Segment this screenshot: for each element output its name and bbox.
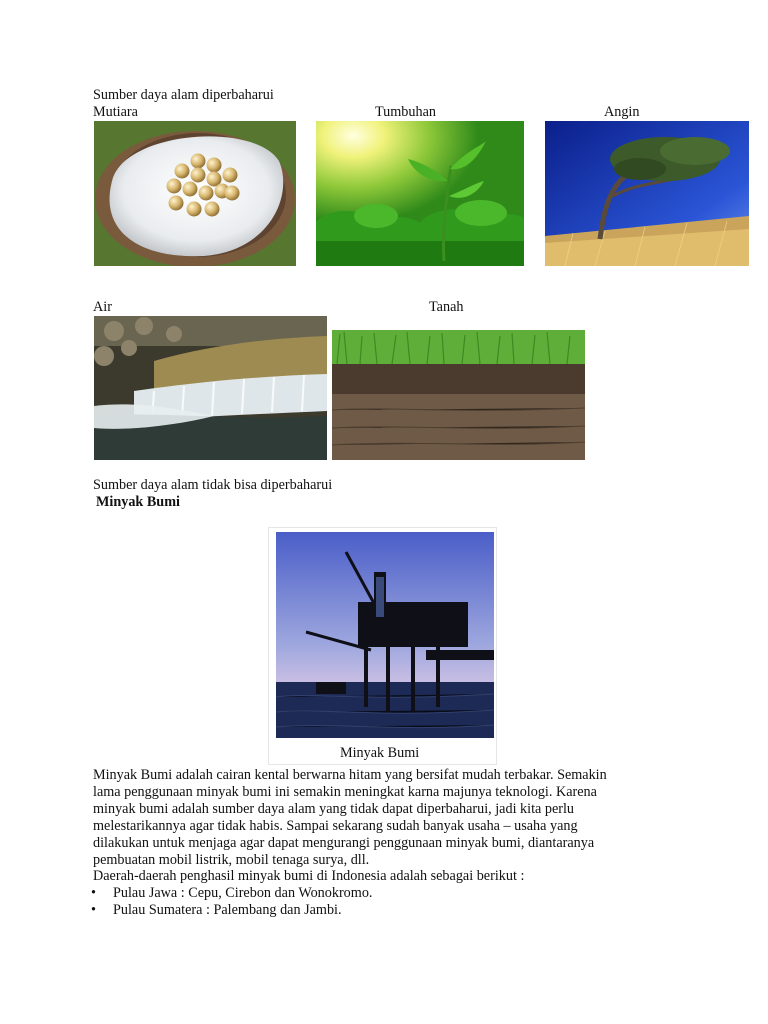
plants-photo: [316, 121, 524, 266]
label-mutiara: Mutiara: [93, 104, 138, 120]
bullet-icon: •: [91, 885, 96, 901]
oil-regions-list: [91, 885, 372, 919]
windswept-tree-photo: [545, 121, 749, 266]
renewable-heading: Sumber daya alam diperbaharui: [93, 87, 274, 103]
list-item-text: Pulau Jawa : Cepu, Cirebon dan Wonokromo.: [113, 885, 373, 901]
bullet-icon: •: [91, 901, 96, 918]
label-air: Air: [93, 299, 112, 315]
paragraph-line: Daerah-daerah penghasil minyak bumi di Indonesia adalah sebagai berikut :: [93, 868, 525, 885]
label-tumbuhan: Tumbuhan: [375, 104, 436, 120]
paragraph-line: Minyak Bumi adalah cairan kental berwarna hitam yang bersifat mudah terbakar. Semakin: [93, 767, 607, 783]
list-item: [91, 885, 372, 902]
soil-profile-photo: [332, 330, 585, 460]
paragraph-line: lama penggunaan minyak bumi ini semakin meningkat karna majunya teknologi. Karena: [93, 783, 597, 800]
oil-description: [93, 767, 668, 885]
oil-heading: Minyak Bumi: [96, 494, 180, 510]
paragraph-line: pembuatan mobil listrik, mobil tenaga surya, dll.: [93, 851, 370, 868]
list-item-text: Pulau Sumatera : Palembang dan Jambi.: [113, 901, 342, 918]
label-tanah: Tanah: [429, 299, 464, 315]
figure-caption: Minyak Bumi: [340, 745, 420, 761]
pearl-oyster-photo: [94, 121, 296, 266]
paragraph-line: minyak bumi adalah sumber daya alam yang tidak dapat diperbaharui, jadi kita perlu: [93, 800, 575, 817]
paragraph-line: melestarikannya agar tidak habis. Sampai sekarang sudah banyak usaha – usaha yang: [93, 817, 578, 834]
nonrenewable-heading: Sumber daya alam tidak bisa diperbaharui: [93, 477, 333, 493]
list-item: [91, 902, 372, 919]
paragraph-line: dilakukan untuk menjaga agar dapat mengurangi penggunaan minyak bumi, diantaranya: [93, 834, 595, 851]
label-angin: Angin: [604, 104, 640, 120]
oil-rig-photo: [276, 532, 494, 738]
waterfall-photo: [94, 316, 327, 460]
